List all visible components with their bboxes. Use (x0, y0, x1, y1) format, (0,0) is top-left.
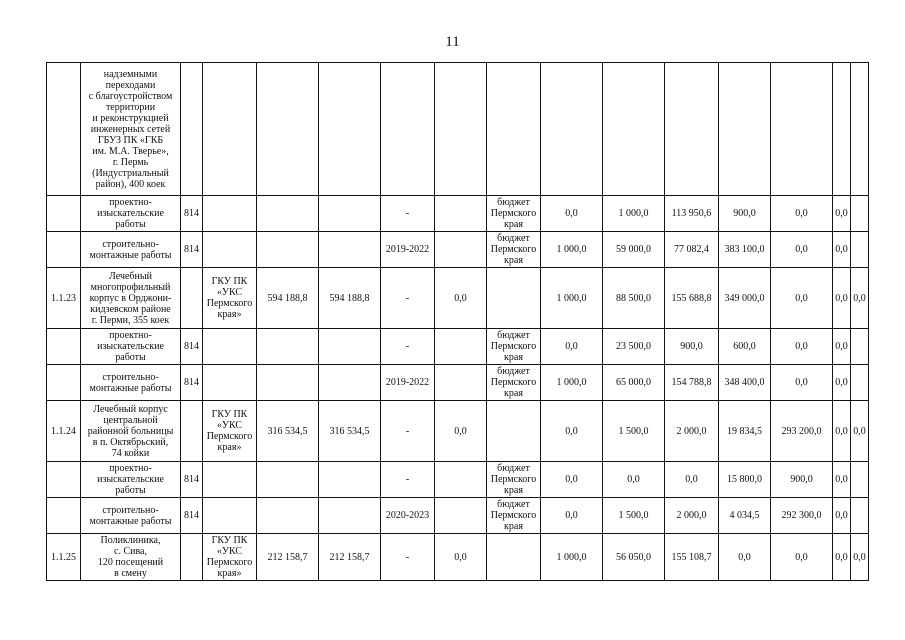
cell-y7 (851, 196, 869, 232)
cell-org: ГКУ ПК «УКС Пермского края» (203, 534, 257, 581)
cell-y1 (541, 63, 603, 196)
cell-y6: 0,0 (833, 329, 851, 365)
cell-v2 (319, 232, 381, 268)
cell-y1: 0,0 (541, 401, 603, 462)
cell-source (487, 401, 541, 462)
cell-code: 814 (181, 232, 203, 268)
program-table (46, 62, 869, 581)
cell-num (47, 498, 81, 534)
cell-desc: Лечебный корпус центральной районной больницы в п. Октябрьский, 74 койки (81, 401, 181, 462)
cell-v2 (319, 462, 381, 498)
cell-y1: 0,0 (541, 462, 603, 498)
cell-y1: 1 000,0 (541, 232, 603, 268)
cell-y5: 0,0 (771, 232, 833, 268)
cell-period: 2019-2022 (381, 365, 435, 401)
cell-v3 (435, 498, 487, 534)
cell-y7: 0,0 (851, 534, 869, 581)
cell-y1: 0,0 (541, 498, 603, 534)
cell-period: - (381, 534, 435, 581)
cell-period: - (381, 329, 435, 365)
cell-num (47, 365, 81, 401)
cell-num: 1.1.25 (47, 534, 81, 581)
cell-period: - (381, 401, 435, 462)
cell-y6: 0,0 (833, 498, 851, 534)
cell-y4: 4 034,5 (719, 498, 771, 534)
cell-v3 (435, 196, 487, 232)
cell-y3: 900,0 (665, 329, 719, 365)
cell-y4: 0,0 (719, 534, 771, 581)
cell-y3 (665, 63, 719, 196)
cell-v2 (319, 365, 381, 401)
cell-y2: 56 050,0 (603, 534, 665, 581)
cell-num (47, 196, 81, 232)
cell-desc: проектно- изыскательские работы (81, 329, 181, 365)
cell-y2: 88 500,0 (603, 268, 665, 329)
table-row (47, 268, 869, 329)
cell-org (203, 498, 257, 534)
table-row (47, 329, 869, 365)
cell-y6: 0,0 (833, 232, 851, 268)
cell-desc: надземными переходами с благоустройством территории и реконструкцией инженерных сетей ГБУЗ ПК «ГКБ им. М.А. Тверье», г. Пермь (Индустриальный район), 400 коек (81, 63, 181, 196)
cell-y7 (851, 329, 869, 365)
cell-period: 2020-2023 (381, 498, 435, 534)
cell-org (203, 63, 257, 196)
cell-desc: Лечебный многопрофильный корпус в Орджони- кидзевском районе г. Перми, 355 коек (81, 268, 181, 329)
cell-v2 (319, 63, 381, 196)
cell-y3: 155 108,7 (665, 534, 719, 581)
cell-v2 (319, 329, 381, 365)
cell-v3: 0,0 (435, 401, 487, 462)
cell-v3: 0,0 (435, 268, 487, 329)
cell-y7 (851, 232, 869, 268)
cell-v2: 316 534,5 (319, 401, 381, 462)
cell-period: - (381, 462, 435, 498)
cell-code: 814 (181, 462, 203, 498)
cell-v2: 212 158,7 (319, 534, 381, 581)
cell-v1 (257, 462, 319, 498)
cell-v3 (435, 365, 487, 401)
cell-v3 (435, 462, 487, 498)
cell-source (487, 63, 541, 196)
cell-y5: 900,0 (771, 462, 833, 498)
cell-y7 (851, 63, 869, 196)
cell-y2: 1 000,0 (603, 196, 665, 232)
cell-source: бюджет Пермского края (487, 462, 541, 498)
cell-v2 (319, 196, 381, 232)
cell-y4: 349 000,0 (719, 268, 771, 329)
cell-y6: 0,0 (833, 365, 851, 401)
cell-y3: 2 000,0 (665, 498, 719, 534)
cell-v1 (257, 498, 319, 534)
cell-y2: 59 000,0 (603, 232, 665, 268)
cell-v2: 594 188,8 (319, 268, 381, 329)
cell-v1 (257, 232, 319, 268)
table-row (47, 401, 869, 462)
cell-code: 814 (181, 196, 203, 232)
cell-y2: 23 500,0 (603, 329, 665, 365)
cell-v3 (435, 329, 487, 365)
table-row (47, 196, 869, 232)
cell-period: - (381, 196, 435, 232)
cell-y5: 0,0 (771, 268, 833, 329)
cell-period (381, 63, 435, 196)
cell-org: ГКУ ПК «УКС Пермского края» (203, 268, 257, 329)
cell-v1 (257, 329, 319, 365)
cell-y6: 0,0 (833, 268, 851, 329)
cell-code (181, 268, 203, 329)
cell-y4: 348 400,0 (719, 365, 771, 401)
cell-y4 (719, 63, 771, 196)
cell-source: бюджет Пермского края (487, 498, 541, 534)
table-row (47, 365, 869, 401)
cell-num (47, 232, 81, 268)
cell-y5: 0,0 (771, 329, 833, 365)
cell-v1 (257, 63, 319, 196)
cell-y7: 0,0 (851, 401, 869, 462)
cell-y2: 1 500,0 (603, 498, 665, 534)
cell-source (487, 268, 541, 329)
cell-y2 (603, 63, 665, 196)
cell-y6: 0,0 (833, 196, 851, 232)
cell-code: 814 (181, 365, 203, 401)
cell-source: бюджет Пермского края (487, 196, 541, 232)
cell-v1: 212 158,7 (257, 534, 319, 581)
cell-y1: 1 000,0 (541, 268, 603, 329)
cell-y5: 0,0 (771, 365, 833, 401)
table-row (47, 498, 869, 534)
cell-source: бюджет Пермского края (487, 232, 541, 268)
cell-y4: 19 834,5 (719, 401, 771, 462)
cell-y3: 2 000,0 (665, 401, 719, 462)
cell-source: бюджет Пермского края (487, 365, 541, 401)
cell-desc: строительно- монтажные работы (81, 498, 181, 534)
cell-org (203, 365, 257, 401)
cell-y5: 293 200,0 (771, 401, 833, 462)
cell-y1: 0,0 (541, 196, 603, 232)
cell-y4: 15 800,0 (719, 462, 771, 498)
cell-y1: 1 000,0 (541, 534, 603, 581)
cell-v1 (257, 196, 319, 232)
cell-desc: проектно- изыскательские работы (81, 462, 181, 498)
cell-y1: 1 000,0 (541, 365, 603, 401)
cell-v1: 594 188,8 (257, 268, 319, 329)
cell-org (203, 462, 257, 498)
cell-y3: 113 950,6 (665, 196, 719, 232)
cell-source: бюджет Пермского края (487, 329, 541, 365)
cell-code: 814 (181, 498, 203, 534)
cell-v1: 316 534,5 (257, 401, 319, 462)
cell-org (203, 196, 257, 232)
cell-desc: строительно- монтажные работы (81, 365, 181, 401)
cell-y7 (851, 462, 869, 498)
cell-y2: 0,0 (603, 462, 665, 498)
cell-num (47, 462, 81, 498)
cell-y7 (851, 498, 869, 534)
cell-y3: 77 082,4 (665, 232, 719, 268)
cell-v3 (435, 232, 487, 268)
cell-num (47, 63, 81, 196)
cell-y4: 900,0 (719, 196, 771, 232)
table-row (47, 232, 869, 268)
cell-desc: строительно- монтажные работы (81, 232, 181, 268)
cell-org: ГКУ ПК «УКС Пермского края» (203, 401, 257, 462)
cell-v1 (257, 365, 319, 401)
cell-y4: 600,0 (719, 329, 771, 365)
cell-code (181, 401, 203, 462)
cell-y1: 0,0 (541, 329, 603, 365)
table-row (47, 63, 869, 196)
cell-y6: 0,0 (833, 401, 851, 462)
cell-desc: проектно- изыскательские работы (81, 196, 181, 232)
cell-y3: 155 688,8 (665, 268, 719, 329)
cell-y5: 0,0 (771, 534, 833, 581)
cell-y2: 1 500,0 (603, 401, 665, 462)
cell-period: - (381, 268, 435, 329)
cell-y5 (771, 63, 833, 196)
cell-num: 1.1.23 (47, 268, 81, 329)
cell-code: 814 (181, 329, 203, 365)
cell-num (47, 329, 81, 365)
cell-v2 (319, 498, 381, 534)
cell-y5: 292 300,0 (771, 498, 833, 534)
page-number: 11 (445, 34, 460, 50)
cell-y6: 0,0 (833, 534, 851, 581)
cell-y6: 0,0 (833, 462, 851, 498)
cell-source (487, 534, 541, 581)
cell-y5: 0,0 (771, 196, 833, 232)
cell-y7: 0,0 (851, 268, 869, 329)
cell-num: 1.1.24 (47, 401, 81, 462)
cell-code (181, 534, 203, 581)
cell-y2: 65 000,0 (603, 365, 665, 401)
cell-y3: 0,0 (665, 462, 719, 498)
table-body (47, 63, 869, 581)
cell-code (181, 63, 203, 196)
cell-y6 (833, 63, 851, 196)
cell-v3 (435, 63, 487, 196)
cell-v3: 0,0 (435, 534, 487, 581)
cell-org (203, 232, 257, 268)
cell-desc: Поликлиника, с. Сива, 120 посещений в смену (81, 534, 181, 581)
cell-org (203, 329, 257, 365)
cell-y3: 154 788,8 (665, 365, 719, 401)
cell-period: 2019-2022 (381, 232, 435, 268)
table-row (47, 462, 869, 498)
cell-y7 (851, 365, 869, 401)
table-row (47, 534, 869, 581)
cell-y4: 383 100,0 (719, 232, 771, 268)
